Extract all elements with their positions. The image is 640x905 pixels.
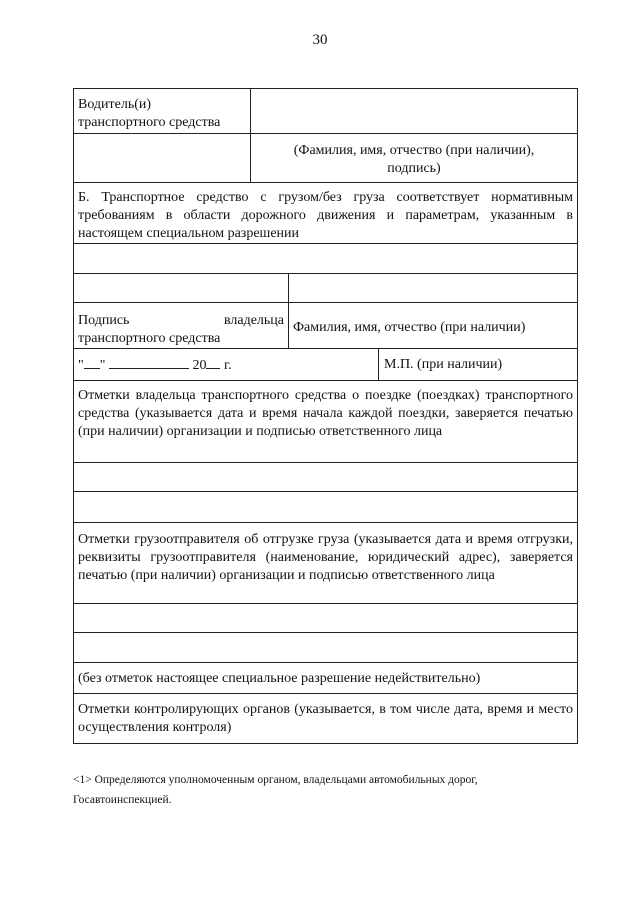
drivers-label-line1: Водитель(и) xyxy=(78,97,152,112)
drivers-row xyxy=(74,89,577,134)
day-blank[interactable] xyxy=(84,356,100,369)
stamp-cell xyxy=(379,349,577,380)
drivers-label-cell xyxy=(74,89,251,133)
owner-signature-field[interactable] xyxy=(74,274,289,302)
section-b-row xyxy=(74,183,577,244)
owner-signature-blank-row xyxy=(74,274,577,303)
year-blank[interactable] xyxy=(206,356,220,369)
drivers-fio-row xyxy=(74,134,577,183)
date-quote-open: " xyxy=(78,358,84,373)
owner-marks-text: Отметки владельца транспортного средства о поездке (поездках) транспортного средства (указывается дата и время начала каждой поездки, заверяется печатью (при наличии) организации и подписью ответственного лица xyxy=(78,388,573,439)
drivers-fio-caption-line2: подпись) xyxy=(387,161,441,176)
owner-signature-label-cell xyxy=(74,303,289,348)
date-stamp-row xyxy=(74,349,577,381)
owner-signature-label-line2: транспортного средства xyxy=(78,331,221,346)
date-cell[interactable] xyxy=(74,349,379,380)
shipper-marks-blank-row-1[interactable] xyxy=(74,604,577,633)
owner-fio-label-cell xyxy=(289,303,577,348)
month-blank[interactable] xyxy=(109,356,189,369)
date-quote-close: " xyxy=(99,358,106,373)
owner-fio-label: Фамилия, имя, отчество (при наличии) xyxy=(293,320,526,335)
stamp-label: М.П. (при наличии) xyxy=(384,357,503,372)
section-b-blank-row[interactable] xyxy=(74,244,577,274)
page-number: 30 xyxy=(312,32,328,48)
section-b-text: Б. Транспортное средство с грузом/без груза соответствует нормативным требованиям в области дорожного движения и параметрам, указанным в настоящем специальном разрешении xyxy=(78,190,573,241)
owner-fio-field[interactable] xyxy=(289,274,577,302)
permit-form-table xyxy=(73,88,578,744)
owner-marks-blank-row-1[interactable] xyxy=(74,463,577,492)
invalid-note-row xyxy=(74,663,577,694)
drivers-label-line2: транспортного средства xyxy=(78,115,221,130)
invalid-note-text: (без отметок настоящее специальное разрешение недействительно) xyxy=(78,671,481,686)
owner-signature-label-left: Подпись xyxy=(78,313,130,328)
control-marks-row xyxy=(74,694,577,743)
drivers-fio-caption-line1: (Фамилия, имя, отчество (при наличии), xyxy=(293,143,535,158)
drivers-fio-empty-cell xyxy=(74,134,251,182)
year-prefix: 20 xyxy=(192,358,207,373)
owner-signature-row xyxy=(74,303,577,349)
drivers-name-field[interactable] xyxy=(251,89,577,133)
footnote-line2: Госавтоинспекцией. xyxy=(73,794,172,806)
shipper-marks-row xyxy=(74,523,577,604)
shipper-marks-text: Отметки грузоотправителя об отгрузке груза (указывается дата и время отгрузки, реквизиты грузоотправителя (наименование, юридический адрес), заверяется печатью (при наличии) организации и подписью ответственного лица xyxy=(78,532,573,583)
owner-marks-blank-row-2[interactable] xyxy=(74,492,577,523)
drivers-fio-caption-cell xyxy=(251,134,577,182)
footnote xyxy=(73,770,573,810)
year-suffix: г. xyxy=(223,358,232,373)
owner-marks-row xyxy=(74,381,577,463)
shipper-marks-blank-row-2[interactable] xyxy=(74,633,577,663)
owner-signature-label-right: владельца xyxy=(223,313,284,328)
footnote-line1: <1> Определяются уполномоченным органом, владельцами автомобильных дорог, xyxy=(73,774,478,786)
control-marks-text: Отметки контролирующих органов (указывается, в том числе дата, время и место осуществления контроля) xyxy=(78,702,573,735)
